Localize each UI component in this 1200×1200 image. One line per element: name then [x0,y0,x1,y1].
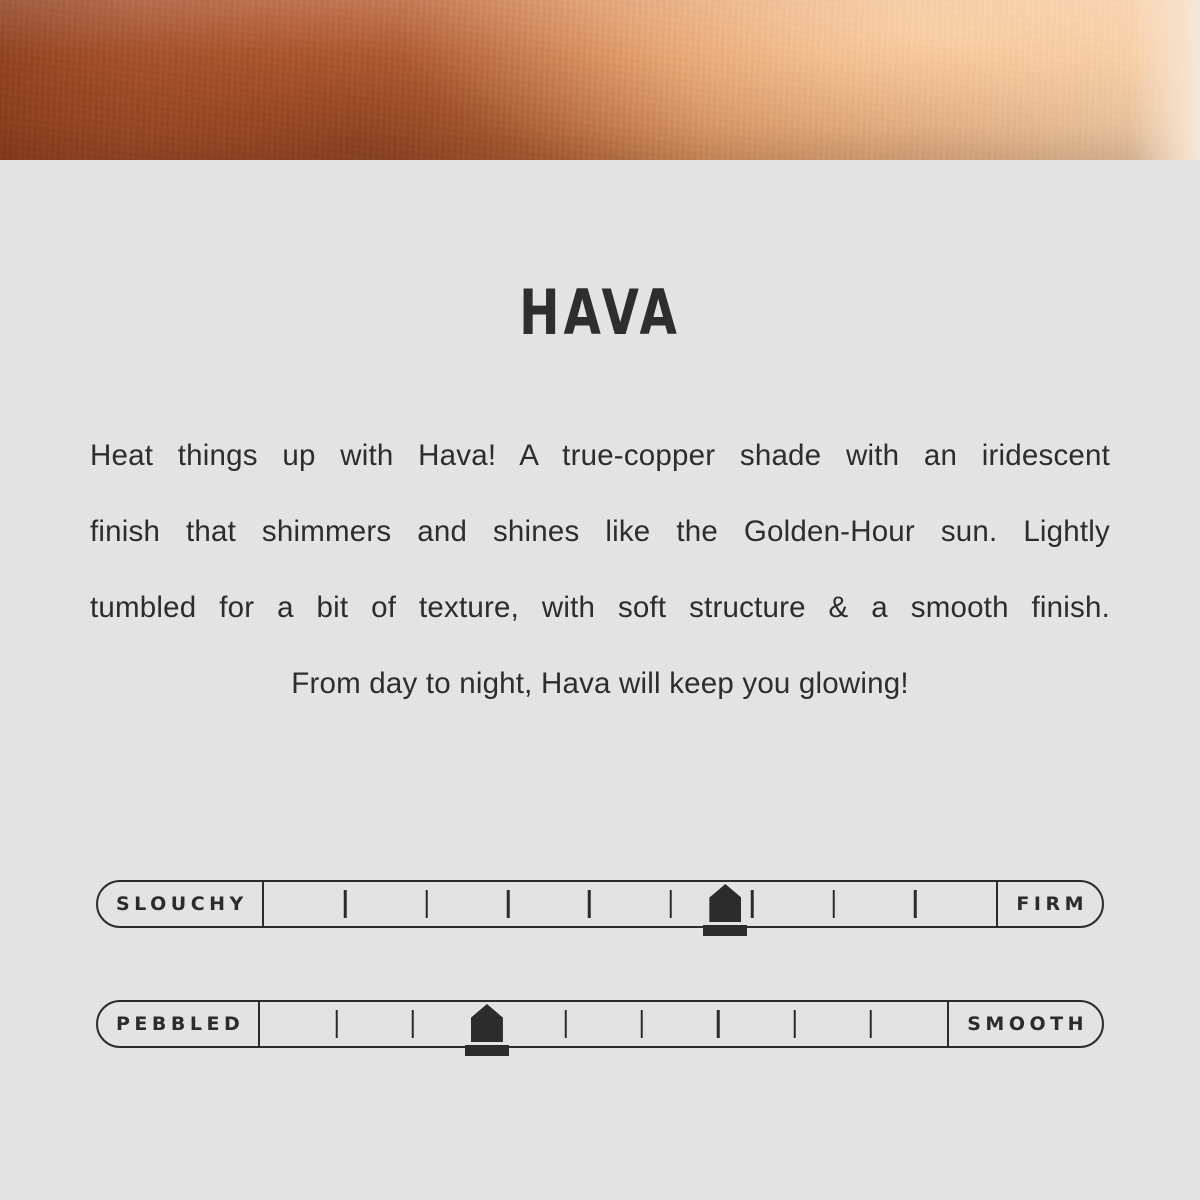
slider-tick [914,890,917,918]
structure-slider-left-label: SLOUCHY [98,882,264,926]
slider-tick [564,1010,567,1038]
slider-tick [717,1010,720,1038]
description-line-3: tumbled for a bit of texture, with soft structure & a smooth finish. [90,591,1110,624]
structure-slider-wrap [96,880,1104,984]
card-content [0,276,1200,722]
slider-tick [670,890,673,918]
description-line-4: From day to night, Hava will keep you glowing! [291,667,909,700]
description-line-1: Heat things up with Hava! A true-copper shade with an iridescent [90,439,1110,472]
slider-tick [832,890,835,918]
description-line-2: finish that shimmers and shines like the Golden-Hour sun. Lightly [90,515,1110,548]
slider-tick [412,1010,415,1038]
texture-slider-right-label: SMOOTH [947,1002,1102,1046]
slider-tick [335,1010,338,1038]
slider-tick [344,890,347,918]
slider-tick [507,890,510,918]
slider-tick [793,1010,796,1038]
swatch-sheen-overlay [0,0,1200,160]
slider-tick [870,1010,873,1038]
slider-tick [641,1010,644,1038]
slider-tick [588,890,591,918]
swatch-edge-highlight [1130,0,1200,160]
page-title: HAVA [519,276,681,349]
texture-slider[interactable] [96,1000,1104,1048]
structure-slider-track[interactable] [264,882,997,926]
structure-slider-right-label: FIRM [996,882,1102,926]
slider-tick [488,1010,491,1038]
structure-slider[interactable] [96,880,1104,928]
texture-slider-track[interactable] [260,1002,947,1046]
copper-leather-swatch [0,0,1200,160]
product-description [86,418,1114,722]
slider-tick [751,890,754,918]
texture-slider-left-label: PEBBLED [98,1002,260,1046]
slider-tick [425,890,428,918]
attribute-sliders [0,880,1200,1104]
texture-slider-wrap [96,1000,1104,1104]
